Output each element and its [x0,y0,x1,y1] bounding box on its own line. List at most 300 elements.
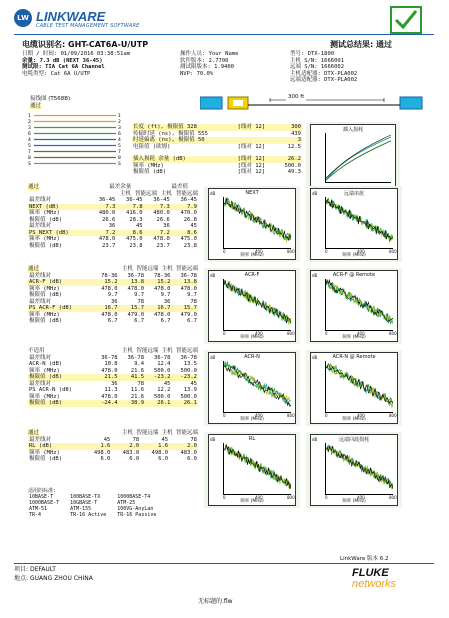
rl-head-main-1: 主机 [122,430,134,436]
filename: 无标题的.flw [198,598,233,605]
footer-divider [14,563,434,564]
linkware-logo [14,9,164,33]
margin-value: 7.3 dB (NEXT 36-45) [39,57,103,64]
next-cell: 23.7 [102,242,116,249]
acrf-graph-title: ACR-F [244,272,260,278]
rl-x-tick: 0 [223,495,226,500]
il-margin-pair: [线对 12] [237,156,266,162]
next-cell: 8.6 [132,229,143,236]
wiremap-pin-left-6: 6 [28,132,31,137]
acrn-head-remote-2: 智能远端 [175,348,198,354]
acrn-rows [28,355,198,407]
wiremap-diagram [28,112,124,172]
acrn-cell: 10.8 [104,361,118,367]
rl-cell: 483.0 [122,449,140,456]
acrn-cell: 11.3 [104,387,118,393]
acrn-cell: 最差线对 [29,354,52,361]
next-cell: 7.3 [105,203,116,210]
next-cell: 478.0 [153,236,170,242]
next-cell: 26.6 [102,216,116,223]
next-head-remote-1: 智能远端 [134,190,157,197]
acrf-cell: 15.2 [104,279,118,285]
compat-row [28,512,166,518]
rl-cell: 45 [103,436,111,443]
limit-label: 测试限: [22,64,42,70]
rl-x-tick: 800 [287,495,295,500]
acrn-cell: 21.6 [130,367,145,374]
compat-standards [28,488,208,518]
skew-label: 时延偏离 (ns), 极限值 50 [133,137,205,143]
date-label: 日期 / 时间: [22,51,58,57]
length-table [132,124,302,176]
acrn-cell: 极限值 (dB) [29,400,63,406]
acrf-cell: 15.2 [157,279,171,285]
acrn-head-remote-1: 智能远端 [136,348,159,354]
il-limit-pair: [线对 12] [237,169,266,175]
rl-remote-x-label: 频率 (MHz) [342,499,366,504]
rl-cell: 极限值 (dB) [29,456,63,462]
acrf-cell: 9.7 [187,292,197,298]
wiremap-pin-left-4: 4 [28,138,31,143]
acrn-graph [208,352,296,424]
site-value: GUANG ZHOU CHINA [29,575,93,582]
next-cell: 最差线对 [29,197,52,203]
acrf-pass: 通过 [28,266,40,272]
acrf-cell: 36 [163,298,171,305]
next-cell: 频率 (MHz) [29,236,60,242]
acrf-cell: 478.0 [127,285,145,292]
acrn-cell: ACR-N (dB) [29,361,63,367]
next-row [28,243,198,250]
length-value: 300 [291,124,301,130]
compat-title: 适用的标准: [28,488,57,494]
acrf-cell: ACR-F (dB) [29,279,63,285]
project-label: 项目: [14,566,29,573]
length-pair: [线对 12] [237,124,266,130]
rl-head-remote-1: 智能远端 [136,430,159,436]
next-y-label: dB [210,191,216,196]
acrf-cell: 频率 (MHz) [29,285,60,292]
compat-item: TR-16 Passive [117,512,157,518]
next-graph-frame [204,186,300,262]
acrn-pass: 不适用 [28,348,45,354]
il-limit-value: 49.3 [287,169,301,175]
next-cell: 475.0 [126,236,143,242]
footer-project [14,566,56,573]
compat-item: 100VG-AnyLan [117,506,154,512]
acrn-remote-graph-frame [306,350,402,426]
wiremap-pin-right-s: S [118,162,121,167]
next-cell: 28.3 [129,216,143,223]
acrf-cell: 最差线对 [29,298,52,305]
limit-ver-label: 测试限版本: [180,64,211,70]
acrf-cell: 6.7 [134,318,145,324]
rl-cell: 78 [132,436,140,443]
acrn-cell: 45 [190,380,197,387]
next-cell: 36-45 [180,197,197,203]
acrf-remote-graph-title: ACR-F @ Remote [332,272,376,278]
cable-id-label: 电缆识别名: [22,40,66,49]
cable-id [22,40,148,49]
acrf-cell: 478.0 [153,285,171,292]
compat-rows [28,494,166,518]
acrf-cell: 36-78 [127,272,145,279]
il-margin-value: 26.2 [287,156,301,162]
acrf-row [28,318,198,325]
sw-label: 软件版本: [180,57,206,64]
acrn-cell: 频率 (MHz) [29,393,60,400]
test-result [330,40,392,49]
acrf-x-tick: 400 [255,331,263,336]
rl-remote-x-tick: 0 [325,495,328,500]
resistance-pair: [线对 12] [237,143,266,150]
fext-x-tick: 800 [389,249,397,254]
il-graph-title: 插入损耗 [342,127,363,133]
next-cell: 7.2 [105,229,116,236]
next-cell: 480.0 [98,210,116,216]
nvp-value: 70.0% [196,70,214,77]
compat-item: ATM-25 [117,500,136,506]
next-cell: 45 [135,223,143,229]
main-adapter-value: DTX-PLA002 [324,70,358,77]
acrn-cell: -23.2 [180,374,197,380]
next-pass: 通过 [28,184,40,190]
acrn-cell: 26.1 [157,400,171,406]
fext-x-tick: 400 [357,249,365,254]
acrn-remote-x-tick: 0 [325,413,328,418]
acrn-cell: -24.4 [101,400,118,406]
next-cell: 7.3 [159,203,170,210]
acrf-cell: 36-78 [180,272,197,279]
acrf-cell: 6.7 [107,318,118,324]
acrf-cell: 16.7 [157,305,171,311]
logo-badge: LW [14,9,32,27]
compat-item: 10GBASE-T [70,500,98,506]
sw-value: 2.7700 [208,57,229,64]
acrf-remote-graph [310,270,398,342]
project-value: DEFAULT [29,566,56,573]
delay-value: 439 [291,130,301,137]
header-info-left [22,51,192,77]
wiremap-pin-right-5: 5 [118,144,121,149]
acrf-cell: 78-36 [153,272,171,279]
acrf-cell: 478.0 [101,285,118,292]
acrn-remote-graph [310,352,398,424]
acrn-cell: 38.9 [130,400,145,406]
acrn-cell: 12.2 [157,387,171,393]
acrf-cell: 13.8 [130,279,145,285]
acrf-x-label: 频率 (MHz) [240,335,264,340]
resistance-value: 12.5 [287,143,301,150]
rl-x-tick: 400 [255,495,263,500]
next-cell: 极限值 (dB) [29,216,63,223]
next-head-main-2: 主机 [160,190,172,197]
next-cell: 8.6 [187,229,197,236]
fext-graph [310,188,398,260]
rl-cell: 483.0 [180,449,197,456]
wiremap-pin-right-6: 6 [118,132,121,137]
cable-id-value: GHT-CAT6A-U/UTP [68,40,149,49]
link-diagram [200,94,430,116]
acrn-graph-frame [204,350,300,426]
compat-item: 100BASE-TX [70,494,101,500]
acrn-cell: 21.6 [130,393,145,400]
rl-cell: 频率 (MHz) [29,449,60,456]
next-cell: 23.8 [129,242,143,249]
main-sn-label: 主机 S/N: [290,57,318,64]
acrf-remote-x-label: 频率 (MHz) [342,335,366,340]
rl-graph [208,434,296,506]
result-label: 测试总结果: [330,40,374,49]
acrn-x-tick: 400 [255,413,263,418]
rl-graph-title: RL [248,436,256,442]
rl-remote-x-tick: 400 [357,495,365,500]
acrf-head-main-2: 主机 [161,266,173,272]
acrn-table [28,348,198,407]
acrn-cell: 13.5 [183,361,197,367]
next-cell: 478.0 [98,236,116,242]
acrn-head-main-1: 主机 [122,348,134,354]
acrn-remote-x-label: 频率 (MHz) [342,417,366,422]
acrn-x-tick: 800 [287,413,295,418]
acrf-cell: 78-36 [101,272,118,279]
next-x-tick: 400 [255,249,263,254]
date-value: 01/09/2016 03:38:51am [60,51,131,57]
acrf-cell: PS ACR-F (dB) [29,305,73,311]
main-sn-value: 1666001 [320,57,345,64]
wiremap-pin-right-8: 8 [118,156,121,161]
rl-cell: 498.0 [93,449,111,456]
next-cell: 480.0 [153,210,170,216]
acrn-cell: 45 [163,380,171,387]
nvp-label: NVP: [180,70,194,77]
rl-head-main-2: 主机 [161,430,173,436]
acrf-cell: 78 [137,298,145,305]
next-cell: 最差线对 [29,223,52,229]
wiremap-pin-left-2: 2 [28,120,31,125]
rl-plot-area [223,443,291,495]
rl-remote-graph [310,434,398,506]
acrn-remote-graph-title: ACR-N @ Remote [332,354,376,360]
acrf-cell: 478.0 [153,311,171,318]
acrf-cell: 478.0 [180,285,197,292]
next-cell: 26.8 [183,216,197,223]
rl-cell: 498.0 [151,449,169,456]
rl-section [28,430,198,480]
acrn-cell: 36-78 [180,354,197,361]
model-label: 型号: [290,51,305,57]
acrf-cell: 9.7 [107,292,118,298]
rl-remote-x-tick: 800 [389,495,397,500]
il-margin-label: 插入损耗 余量 (dB) [133,156,186,162]
acrf-x-tick: 0 [223,331,226,336]
rl-cell: 45 [161,436,169,443]
acrf-remote-x-tick: 400 [357,331,365,336]
il-plot-area [325,133,391,183]
rl-cell: 最差线对 [29,436,52,443]
acrn-cell: 78 [137,380,145,387]
next-cell: 极限值 (dB) [29,242,63,249]
acrf-table [28,266,198,325]
next-head-worst-value: 最差值 [171,184,188,190]
wiremap-pin-right-2: 2 [118,120,121,125]
fext-graph-frame [306,186,402,262]
rl-cell: 6.0 [158,456,169,462]
acrn-cell: 36 [111,380,118,387]
limit-value: TIA Cat 6A Channel [45,64,105,70]
acrn-cell: 频率 (MHz) [29,367,60,374]
acrf-cell: 478.0 [101,311,118,318]
acrn-cell: 478.0 [101,393,118,400]
acrf-cell: 最差线对 [29,272,52,279]
wiremap-status: 通过 [30,102,42,109]
acrn-cell: 500.0 [153,393,171,400]
header-info-right [290,51,430,84]
rl-y-label: dB [210,437,216,442]
rl-cell: 6.0 [187,456,197,462]
acrn-cell: 最差线对 [29,380,52,387]
acrf-cell: 极限值 (dB) [29,292,63,298]
acrn-remote-x-tick: 800 [389,413,397,418]
acrn-cell: 500.0 [153,367,171,374]
skew-value: 3 [297,137,301,143]
il-freq-pair: [线对 12] [237,162,266,169]
margin-label: 余量: [22,57,37,64]
rl-rows [28,437,198,463]
next-graph [208,188,296,260]
main-adapter-label: 主机适配器: [290,70,321,77]
acrn-cell: 500.0 [180,393,197,400]
acrn-remote-plot-area [325,361,393,413]
rl-cell: 6.0 [100,456,111,462]
next-cell: 频率 (MHz) [29,210,60,216]
acrf-plot-area [223,279,291,331]
rl-cell: 2.0 [129,443,140,449]
next-cell: 7.2 [159,229,170,236]
remote-sn-value: 1666002 [320,64,345,70]
acrf-graph-frame [204,268,300,344]
acrn-cell: 41.5 [130,374,145,380]
acrf-head-remote-2: 智能远端 [175,266,198,272]
acrn-plot-area [223,361,291,413]
next-cell: 26.6 [156,216,170,223]
next-plot-area [223,197,291,249]
header-divider [14,34,434,35]
acrf-cell: 78 [190,298,197,305]
compat-item: TR-16 Active [70,512,107,518]
link-length: 300 ft [288,94,305,100]
fext-graph-title: 远端串扰 [343,191,364,197]
acrf-head-main-1: 主机 [122,266,134,272]
acrn-y-label: dB [210,355,216,360]
pass-check-icon [390,6,422,34]
wiremap-pin-left-7: 7 [28,150,31,155]
acrf-rows [28,273,198,325]
acrn-cell: 9.4 [134,361,145,367]
next-cell: PS NEXT (dB) [29,229,69,236]
acrf-cell: 频率 (MHz) [29,311,60,318]
wiremap-pin-right-7: 7 [118,150,121,155]
next-cell: 45 [190,223,197,229]
compat-item: TR-4 [29,512,42,518]
next-cell: 36 [163,223,170,229]
next-cell: 23.8 [183,242,197,249]
rl-cell: 1.6 [158,443,169,449]
rl-x-label: 频率 (MHz) [240,499,264,504]
model-value: DTX-1800 [307,51,335,57]
rl-row [28,456,198,463]
acrf-y-label: dB [210,273,216,278]
compat-item: 1000BASE-T4 [117,494,151,500]
operator-value: Your Name [208,51,239,57]
logo-text: LINKWARE [36,9,106,24]
next-rows [28,197,198,249]
next-head-remote-2: 智能远端 [175,190,198,197]
acrn-cell: 12.4 [157,361,171,367]
acrf-cell: 6.7 [160,318,171,324]
rl-cell: 2.0 [187,443,197,449]
acrn-row [28,400,198,407]
next-head-main-1: 主机 [119,190,131,197]
acrn-cell: 500.0 [180,367,197,374]
next-head-worst-margin: 最差余量 [109,184,132,190]
acrn-head-main-2: 主机 [161,348,173,354]
il-limit-label: 极限值 (dB) [133,169,167,175]
rl-cell: RL (dB) [29,443,53,449]
acrf-cell: 极限值 (dB) [29,318,63,324]
wiremap-title [30,96,70,109]
next-cell: 36-45 [98,197,116,203]
acrf-remote-x-tick: 800 [389,331,397,336]
next-cell: 23.7 [156,242,170,249]
fext-x-tick: 0 [325,249,328,254]
logo-subtitle: CABLE TEST MANAGEMENT SOFTWARE [36,23,140,29]
acrn-cell: -23.2 [153,374,171,380]
length-label: 长度 (ft), 极限值 328 [133,124,197,130]
acrf-cell: 13.8 [183,279,197,285]
next-x-label: 频率 (MHz) [240,253,264,258]
acrn-cell: 36-78 [101,354,118,361]
fext-x-label: 频率 (MHz) [342,253,366,258]
next-cell: 36 [108,223,116,229]
acrf-cell: 9.7 [160,292,171,298]
fext-y-label: dB [312,191,318,196]
acrn-cell: 11.6 [130,387,145,393]
cable-type-label: 电缆类型: [22,70,48,77]
next-cell: 7.9 [187,203,197,210]
acrn-remote-x-tick: 400 [357,413,365,418]
wiremap-pin-left-8: 8 [28,156,31,161]
wiremap-title-text: 接线图 (T568B) [30,96,71,102]
fluke-networks-brand: networks [352,578,397,590]
acrn-cell: 13.9 [183,387,197,393]
next-x-tick: 800 [287,249,295,254]
compat-item: 10BASE-T [29,494,54,500]
acrf-cell: 15.7 [183,305,197,311]
wiremap-pin-left-3: 3 [28,126,31,131]
resistance-label: 电阻值 (欧姆) [133,143,171,150]
wiremap-pin-right-4: 4 [118,138,121,143]
acrn-cell: 36-78 [153,354,171,361]
rl-remote-y-label: dB [312,437,318,442]
rl-pass: 通过 [28,430,40,436]
remote-adapter-label: 远端适配器: [290,77,321,83]
acrf-cell: 16.7 [104,305,118,311]
il-limit-row [132,169,302,176]
acrf-cell: 6.7 [187,318,197,324]
next-cell: 7.8 [132,203,143,210]
next-cell: 36-45 [153,197,170,203]
